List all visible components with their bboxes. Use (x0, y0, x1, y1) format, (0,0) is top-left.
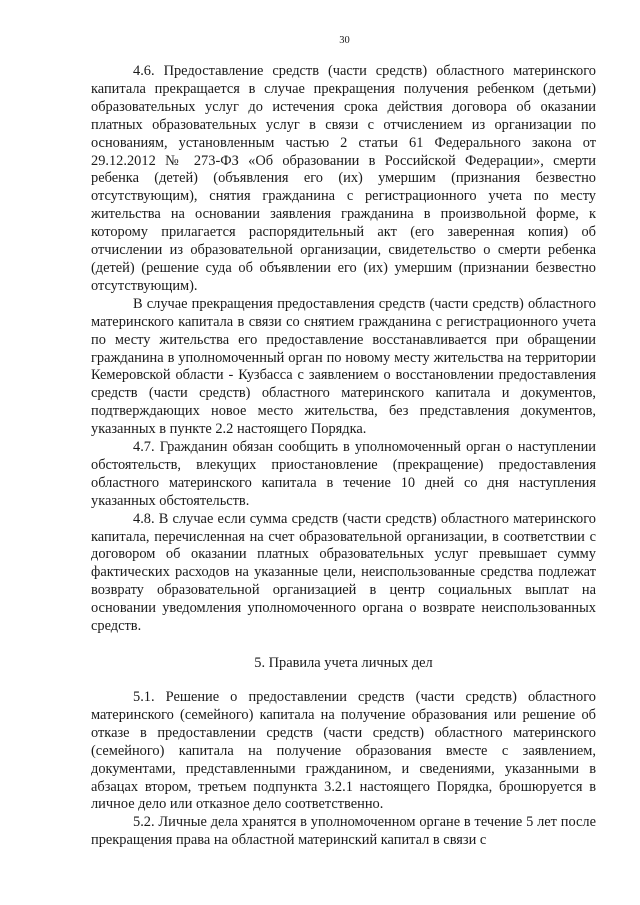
paragraph-restoration: В случае прекращения предоставления средств (части средств) областного материнского капитала в связи со снятием гражданина с регистрационного учета по месту жительства его предоставление восстанавливается при обращении гражданина в уполномоченный орган по новому месту жительства на территории Кемеровской области - Кузбасса с заявлением о восстановлении предоставления средств (части средств) областного материнского капитала и документов, подтверждающих новое место жительства, без представления документов, указанных в пункте 2.2 настоящего Порядка. (91, 295, 596, 438)
page-number: 30 (339, 35, 350, 46)
paragraph-4-8: 4.8. В случае если сумма средств (части средств) областного материнского капитала, перечисленная на счет образовательной организации, в соответствии с договором об оказании платных образовательных услуг превышает сумму фактических расходов на указанные цели, неиспользованные средства подлежат возврату образовательной организацией в центр социальных выплат на основании уведомления уполномоченного органа о возврате неиспользованных средств. (91, 510, 596, 635)
paragraph-5-2: 5.2. Личные дела хранятся в уполномоченном органе в течение 5 лет после прекращения права на областной материнский капитал в связи с (91, 814, 596, 849)
paragraph-4-6: 4.6. Предоставление средств (части средств) областного материнского капитала прекращается в случае прекращения получения ребенком (детьми) образовательных услуг до истечения срока действия договора об оказании платных образовательных услуг в связи с отчислением из организации по основаниям, установленным частью 2 статьи 61 Федерального закона от 29.12.2012 № 273-ФЗ «Об образовании в Российской Федерации», смерти ребенка (детей) (объявления его (их) умершим (признания безвестно отсутствующим), снятия гражданина с регистрационного учета по месту жительства на основании заявления гражданина в произвольной форме, к которому прилагается распорядительный акт (его заверенная копия) об отчислении из образовательной организации, свидетельство о смерти ребенка (детей) (решение суда об объявлении его (их) умершим (признании безвестно отсутствующим). (91, 63, 596, 294)
paragraph-5-1: 5.1. Решение о предоставлении средств (части средств) областного материнского (семейного) капитала на получение образования или решение об отказе в предоставлении средств (части средств) областного материнского (семейного) капитала на получение образования вместе с заявлением, документами, представленными гражданином, и сведениями, указанными в абзацах втором, третьем подпункта 3.2.1 настоящего Порядка, брошюруется в личное дело или отказное дело соответственно. (91, 689, 596, 813)
paragraph-4-7: 4.7. Гражданин обязан сообщить в уполномоченный орган о наступлении обстоятельств, влекущих приостановление (прекращение) предоставления областного материнского капитала в течение 10 дней со дня наступления указанных обстоятельств. (91, 439, 596, 509)
section-heading: 5. Правила учета личных дел (254, 655, 433, 671)
